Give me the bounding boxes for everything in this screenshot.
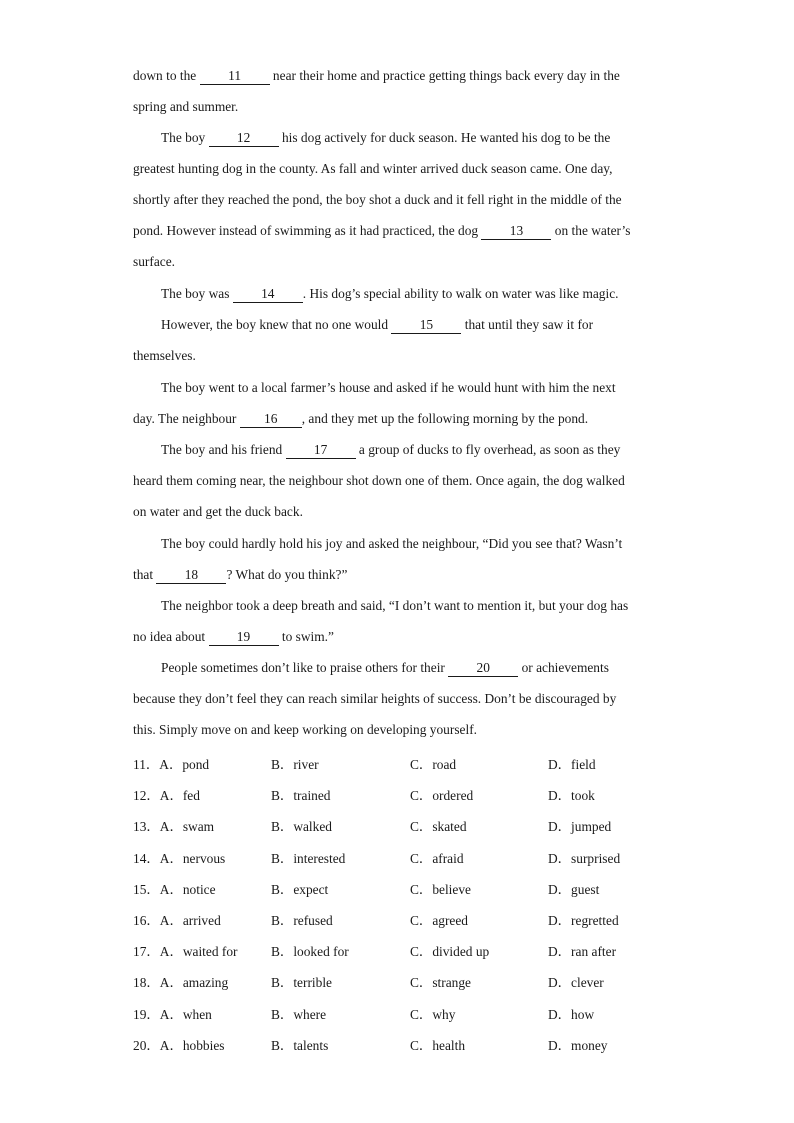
- question-17: [133, 934, 673, 965]
- option-b[interactable]: B．expect: [271, 881, 329, 897]
- question-19: [133, 997, 673, 1028]
- question-16: [133, 903, 673, 934]
- text: ? What do you think?”: [226, 567, 348, 583]
- text: The boy was: [161, 286, 233, 301]
- option-a[interactable]: 12．A．fed: [133, 788, 200, 804]
- text: heard them coming near, the neighbour shot down one of them. Once again, the dog walked: [133, 473, 625, 489]
- option-c[interactable]: C．road: [410, 757, 457, 772]
- option-a[interactable]: 18．A．amazing: [133, 975, 229, 991]
- question-13: [133, 809, 673, 840]
- paragraph-5: [133, 434, 653, 527]
- paragraph-6: [133, 528, 653, 590]
- option-d[interactable]: D．clever: [548, 975, 604, 991]
- text: pond. However instead of swimming as it had practiced, the dog: [133, 223, 482, 239]
- blank-12: 12: [209, 130, 279, 147]
- option-a[interactable]: 14．A．nervous: [133, 850, 226, 866]
- text: on water and get the duck back.: [133, 504, 303, 520]
- option-b[interactable]: B．interested: [271, 850, 346, 866]
- text: or achievements: [518, 660, 609, 675]
- option-c[interactable]: C．health: [410, 1037, 466, 1053]
- option-d[interactable]: D．ran after: [548, 944, 617, 960]
- text: that until they saw it for: [461, 317, 594, 332]
- option-a[interactable]: 11．A．pond: [133, 757, 210, 772]
- paragraph-7: [133, 590, 653, 652]
- option-a[interactable]: 19．A．when: [133, 1006, 212, 1022]
- text: this. Simply move on and keep working on developing yourself.: [133, 722, 478, 738]
- text: to swim.”: [278, 629, 334, 645]
- text: The boy could hardly hold his joy and asked the neighbour, “Did you see that? Wasn’t: [161, 536, 623, 551]
- text: The neighbor took a deep breath and said, “I don’t want to mention it, but your dog has: [161, 598, 629, 613]
- text: themselves.: [133, 348, 196, 364]
- option-b[interactable]: B．river: [271, 757, 319, 772]
- question-12: [133, 778, 673, 809]
- option-b[interactable]: B．terrible: [271, 975, 332, 991]
- text: shortly after they reached the pond, the boy shot a duck and it fell right in the middle of the: [133, 192, 622, 208]
- paragraph-0: [133, 60, 653, 122]
- paragraph-8: [133, 652, 653, 745]
- text: because they don’t feel they can reach similar heights of success. Don’t be discouraged by: [133, 691, 617, 707]
- option-c[interactable]: C．skated: [410, 819, 467, 835]
- text: The boy went to a local farmer’s house and asked if he would hunt with him the next: [161, 380, 616, 395]
- option-d[interactable]: D．how: [548, 1006, 595, 1022]
- option-b[interactable]: B．where: [271, 1006, 327, 1022]
- text: greatest hunting dog in the county. As fall and winter arrived duck season came. One day,: [133, 161, 613, 177]
- question-11: [133, 747, 673, 778]
- text: . His dog’s special ability to walk on water was like magic.: [302, 286, 619, 301]
- blank-19: 19: [209, 629, 279, 646]
- text: near their home and practice getting things back every day in the: [269, 68, 620, 83]
- option-c[interactable]: C．ordered: [410, 788, 474, 804]
- option-a[interactable]: 13．A．swam: [133, 819, 215, 835]
- option-d[interactable]: D．guest: [548, 881, 600, 897]
- option-b[interactable]: B．looked for: [271, 944, 349, 960]
- blank-13: 13: [481, 223, 551, 240]
- blank-20: 20: [448, 660, 518, 677]
- text: his dog actively for duck season. He wanted his dog to be the: [278, 130, 611, 145]
- text: spring and summer.: [133, 99, 239, 115]
- question-18: [133, 965, 673, 996]
- option-c[interactable]: C．afraid: [410, 850, 464, 866]
- option-c[interactable]: C．agreed: [410, 912, 469, 928]
- options-list: [133, 747, 673, 1059]
- paragraph-3: [133, 309, 653, 371]
- blank-15: 15: [391, 317, 461, 334]
- option-b[interactable]: B．walked: [271, 819, 332, 835]
- option-d[interactable]: D．regretted: [548, 912, 619, 928]
- blank-16: 16: [240, 411, 302, 428]
- paragraph-4: [133, 372, 653, 434]
- blank-18: 18: [156, 567, 226, 584]
- option-c[interactable]: C．why: [410, 1006, 456, 1022]
- blank-11: 11: [200, 68, 270, 85]
- paragraph-1: [133, 122, 653, 277]
- blank-17: 17: [286, 442, 356, 459]
- option-d[interactable]: D．field: [548, 757, 596, 772]
- question-14: [133, 841, 673, 872]
- text: The boy and his friend: [161, 442, 286, 457]
- option-d[interactable]: D．took: [548, 788, 595, 804]
- option-d[interactable]: D．surprised: [548, 850, 621, 866]
- option-a[interactable]: 20．A．hobbies: [133, 1037, 225, 1053]
- text: , and they met up the following morning by the pond.: [301, 411, 589, 427]
- option-c[interactable]: C．strange: [410, 975, 471, 991]
- option-b[interactable]: B．refused: [271, 912, 333, 928]
- text: The boy: [161, 130, 209, 145]
- text: on the water’s: [551, 223, 631, 239]
- text: However, the boy knew that no one would: [161, 317, 392, 332]
- question-20: [133, 1028, 673, 1059]
- option-b[interactable]: B．trained: [271, 788, 331, 804]
- option-d[interactable]: D．jumped: [548, 819, 612, 835]
- option-b[interactable]: B．talents: [271, 1037, 329, 1053]
- text: no idea about: [133, 629, 209, 645]
- text: People sometimes don’t like to praise others for their: [161, 660, 449, 675]
- option-c[interactable]: C．divided up: [410, 944, 490, 960]
- option-c[interactable]: C．believe: [410, 881, 471, 897]
- option-a[interactable]: 16．A．arrived: [133, 912, 221, 928]
- option-a[interactable]: 17．A．waited for: [133, 944, 238, 960]
- text: that: [133, 567, 157, 583]
- blank-14: 14: [233, 286, 303, 303]
- question-15: [133, 872, 673, 903]
- text: surface.: [133, 254, 176, 270]
- option-d[interactable]: D．money: [548, 1037, 608, 1053]
- option-a[interactable]: 15．A．notice: [133, 881, 216, 897]
- paragraph-2: [133, 278, 653, 309]
- text: day. The neighbour: [133, 411, 240, 427]
- text: down to the: [133, 68, 200, 83]
- text: a group of ducks to fly overhead, as soon as they: [355, 442, 621, 457]
